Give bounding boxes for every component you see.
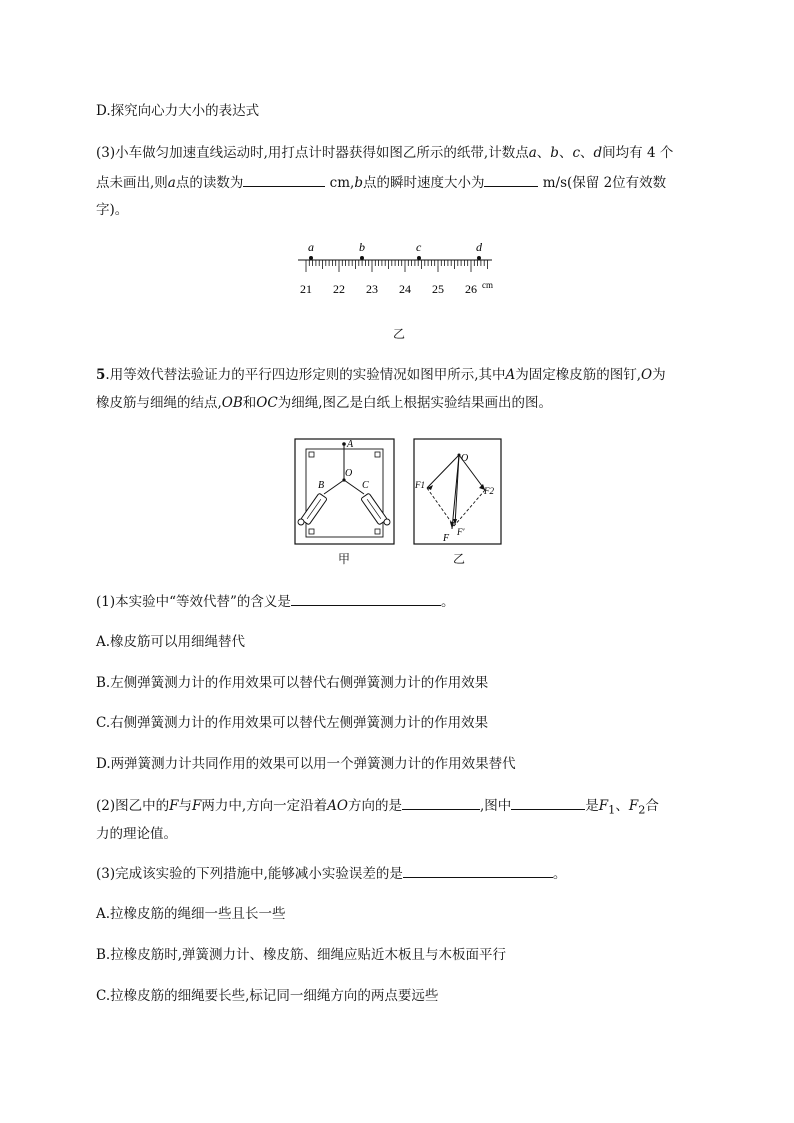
answer-blank-part1[interactable]	[291, 591, 441, 606]
q5-part3-stem: (3)完成该实验的下列措施中,能够减小实验误差的是 。	[96, 863, 566, 884]
point-d-dot	[477, 256, 481, 260]
label-f-prime: F′	[457, 527, 465, 537]
point-b-dot	[360, 256, 364, 260]
label-f: F	[443, 533, 450, 544]
label-b: B	[318, 480, 325, 491]
q4-part3-line3: 字)。	[96, 202, 129, 218]
label-a: A	[347, 439, 354, 450]
tick-label-23: 23	[366, 282, 378, 296]
q5-part1-stem: (1)本实验中“等效代替”的含义是 。	[96, 591, 454, 612]
point-b-label: b	[359, 240, 365, 254]
q5-stem-line2: 橡皮筋与细绳的结点,OB和OC为细绳,图乙是白纸上根据实验结果画出的图。	[96, 395, 552, 411]
label-o: O	[345, 468, 353, 479]
ruler-unit: cm	[482, 280, 493, 290]
q4-option-d: D.探究向心力大小的表达式	[96, 103, 260, 119]
q5-part2-line1: (2)图乙中的F与F两力中,方向一定沿着AO方向的是 ,图中 是$F_1$、$F_2$合	[96, 795, 659, 821]
q5-part2-line2: 力的理论值。	[96, 826, 177, 842]
q5-part1-option-c: C.右侧弹簧测力计的作用效果可以替代左侧弹簧测力计的作用效果	[96, 715, 489, 731]
answer-blank-a-reading[interactable]	[243, 172, 325, 187]
figure-jia-caption: 甲	[338, 552, 351, 566]
answer-blank-part3[interactable]	[403, 863, 553, 878]
q5-part3-option-a: A.拉橡皮筋的绳细一些且长一些	[96, 906, 286, 922]
figure-yi-caption: 乙	[453, 552, 466, 566]
hook-left	[298, 519, 304, 525]
q5-stem-line1: 5.用等效代替法验证力的平行四边形定则的实验情况如图甲所示,其中A为固定橡皮筋的图钉,O为	[96, 367, 666, 383]
tick-label-26: 26	[465, 282, 477, 296]
point-a-label: a	[308, 240, 314, 254]
tick-label-25: 25	[432, 282, 444, 296]
point-c-label: c	[416, 240, 422, 254]
q5-part3-option-c: C.拉橡皮筋的细绳要长些,标记同一细绳方向的两点要远些	[96, 988, 439, 1004]
q5-part1-option-a: A.橡皮筋可以用细绳替代	[96, 634, 246, 650]
q5-part1-option-d: D.两弹簧测力计共同作用的效果可以用一个弹簧测力计的作用效果替代	[96, 756, 516, 772]
tick-label-22: 22	[333, 282, 345, 296]
tick-label-21: 21	[300, 282, 312, 296]
figure-yi-force-diagram	[413, 438, 503, 548]
label-f1: F1	[415, 480, 425, 490]
figure-jia-apparatus	[294, 438, 396, 548]
answer-blank-part2-direction[interactable]	[402, 795, 480, 810]
q4-part3-line2: 点未画出,则a点的读数为 cm,b点的瞬时速度大小为 m/s(保留 2位有效数	[96, 172, 666, 193]
ruler-ticks	[306, 260, 488, 272]
point-a-dot	[309, 256, 313, 260]
label-o: O	[461, 453, 469, 464]
label-c: C	[362, 480, 369, 491]
q5-part3-option-b: B.拉橡皮筋时,弹簧测力计、橡皮筋、细绳应贴近木板且与木板面平行	[96, 947, 507, 963]
q4-part3-line1: (3)小车做匀加速直线运动时,用打点计时器获得如图乙所示的纸带,计数点a、b、c、d间均有 4 个	[96, 145, 674, 161]
hook-right	[384, 519, 390, 525]
tick-label-24: 24	[399, 282, 411, 296]
label-f2: F2	[484, 486, 494, 496]
ruler-figure	[296, 236, 506, 304]
q5-part1-option-b: B.左侧弹簧测力计的作用效果可以替代右侧弹簧测力计的作用效果	[96, 675, 489, 691]
ruler-caption: 乙	[393, 327, 406, 341]
point-d-label: d	[476, 240, 482, 254]
answer-blank-part2-theoretical[interactable]	[511, 795, 585, 810]
point-c-dot	[417, 256, 421, 260]
answer-blank-b-velocity[interactable]	[484, 172, 538, 187]
